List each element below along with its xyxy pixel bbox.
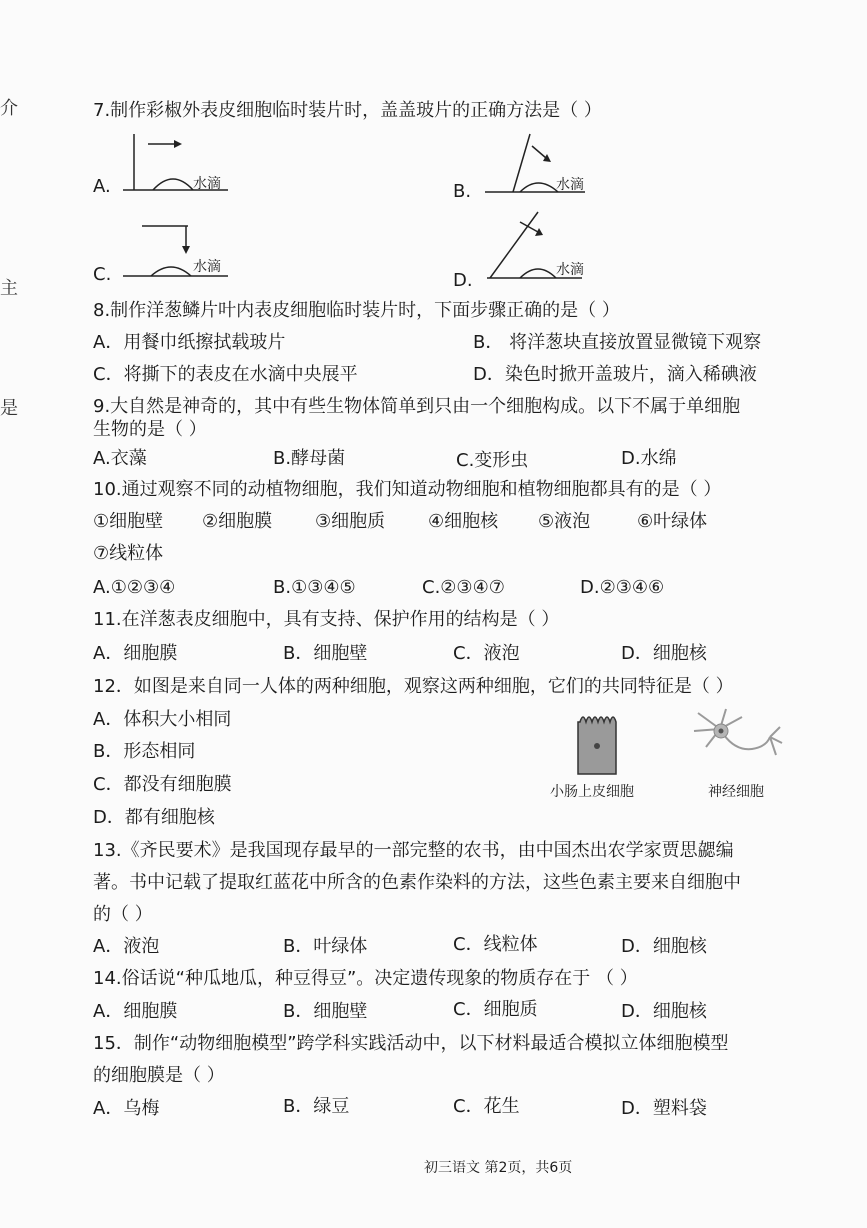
q15-option-a: A．乌梅: [93, 1098, 160, 1119]
q11-option-d: D．细胞核: [621, 643, 707, 664]
q7-option-b-label: B.: [453, 181, 472, 202]
q7-water-label-d: 水滴: [556, 262, 584, 278]
q15-option-d: D．塑料袋: [621, 1098, 707, 1119]
q12-option-c: C．都没有细胞膜: [93, 774, 232, 795]
edge-fragment: 介: [0, 98, 18, 119]
q11-option-b: B．细胞壁: [283, 643, 368, 664]
question-9-stem-line2: 生物的是（ ）: [93, 419, 207, 440]
intestinal-epithelial-cell-image: [574, 710, 620, 778]
q9-option-a: A.衣藻: [93, 448, 147, 469]
q12-option-b: B．形态相同: [93, 741, 196, 762]
edge-fragment: 主: [0, 278, 18, 299]
q10-option-c: C.②③④⑦: [422, 577, 505, 598]
q8-option-b: B． 将洋葱块直接放置显微镜下观察: [473, 332, 762, 353]
q7-water-label-c: 水滴: [193, 259, 221, 275]
q10-option-a: A.①②③④: [93, 577, 176, 598]
q10-option-b: B.①③④⑤: [273, 577, 356, 598]
question-15-stem-line1: 15．制作“动物细胞模型”跨学科实践活动中，以下材料最适合模拟立体细胞模型: [93, 1033, 729, 1054]
q7-figure-d: [482, 208, 602, 282]
q13-option-a: A．液泡: [93, 936, 160, 957]
question-13-stem-line2: 著。书中记载了提取红蓝花中所含的色素作染料的方法，这些色素主要来自细胞中: [93, 872, 741, 893]
q14-option-c: C．细胞质: [453, 999, 538, 1020]
q11-option-c: C．液泡: [453, 643, 520, 664]
q7-water-label-b: 水滴: [556, 177, 584, 193]
q13-option-d: D．细胞核: [621, 936, 707, 957]
question-7-stem: 7.制作彩椒外表皮细胞临时装片时，盖盖玻片的正确方法是（ ）: [93, 100, 602, 121]
q8-option-a: A．用餐巾纸擦拭载玻片: [93, 332, 286, 353]
q12-option-d: D．都有细胞核: [93, 807, 215, 828]
q9-option-d: D.水绵: [621, 448, 677, 469]
q9-option-b: B.酵母菌: [273, 448, 346, 469]
edge-fragment: 是: [0, 398, 18, 419]
nerve-cell-label: 神经细胞: [708, 784, 764, 800]
q10-item-7: ⑦线粒体: [93, 543, 164, 564]
nerve-cell-image: [686, 705, 786, 775]
q14-option-a: A．细胞膜: [93, 1001, 178, 1022]
intestinal-epithelial-cell-label: 小肠上皮细胞: [550, 784, 634, 800]
q10-item-2: ②细胞膜: [202, 511, 273, 532]
q14-option-b: B．细胞壁: [283, 1001, 368, 1022]
q7-option-c-label: C.: [93, 264, 112, 285]
q10-item-3: ③细胞质: [315, 511, 386, 532]
question-14-stem: 14.俗话说“种瓜地瓜，种豆得豆”。决定遗传现象的物质存在于 （ ）: [93, 968, 638, 989]
q7-water-label-a: 水滴: [193, 176, 221, 192]
q13-option-c: C．线粒体: [453, 934, 538, 955]
question-13-stem-line1: 13.《齐民要术》是我国现存最早的一部完整的农书，由中国杰出农学家贾思勰编: [93, 840, 734, 861]
q7-option-a-label: A.: [93, 176, 111, 197]
q10-item-4: ④细胞核: [428, 511, 499, 532]
q11-option-a: A．细胞膜: [93, 643, 178, 664]
q9-option-c: C.变形虫: [456, 450, 529, 471]
q10-item-6: ⑥叶绿体: [637, 511, 708, 532]
question-15-stem-line2: 的细胞膜是（ ）: [93, 1065, 225, 1086]
question-12-stem: 12．如图是来自同一人体的两种细胞，观察这两种细胞，它们的共同特征是（ ）: [93, 676, 734, 697]
q12-option-a: A．体积大小相同: [93, 709, 232, 730]
question-9-stem-line1: 9.大自然是神奇的，其中有些生物体简单到只由一个细胞构成。以下不属于单细胞: [93, 396, 741, 417]
question-13-stem-line3: 的（ ）: [93, 904, 153, 925]
q7-option-d-label: D.: [453, 270, 473, 291]
question-11-stem: 11.在洋葱表皮细胞中，具有支持、保护作用的结构是（ ）: [93, 609, 560, 630]
q10-item-1: ①细胞壁: [93, 511, 164, 532]
page-footer: 初三语文 第2页，共6页: [424, 1160, 573, 1176]
q10-option-d: D.②③④⑥: [580, 577, 665, 598]
question-10-stem: 10.通过观察不同的动植物细胞，我们知道动物细胞和植物细胞都具有的是（ ）: [93, 479, 722, 500]
q13-option-b: B．叶绿体: [283, 936, 368, 957]
q15-option-b: B．绿豆: [283, 1096, 350, 1117]
q15-option-c: C．花生: [453, 1096, 520, 1117]
q10-item-5: ⑤液泡: [538, 511, 591, 532]
q8-option-d: D．染色时掀开盖玻片，滴入稀碘液: [473, 364, 757, 385]
question-8-stem: 8.制作洋葱鳞片叶内表皮细胞临时装片时，下面步骤正确的是（ ）: [93, 300, 620, 321]
q8-option-c: C．将撕下的表皮在水滴中央展平: [93, 364, 358, 385]
q14-option-d: D．细胞核: [621, 1001, 707, 1022]
